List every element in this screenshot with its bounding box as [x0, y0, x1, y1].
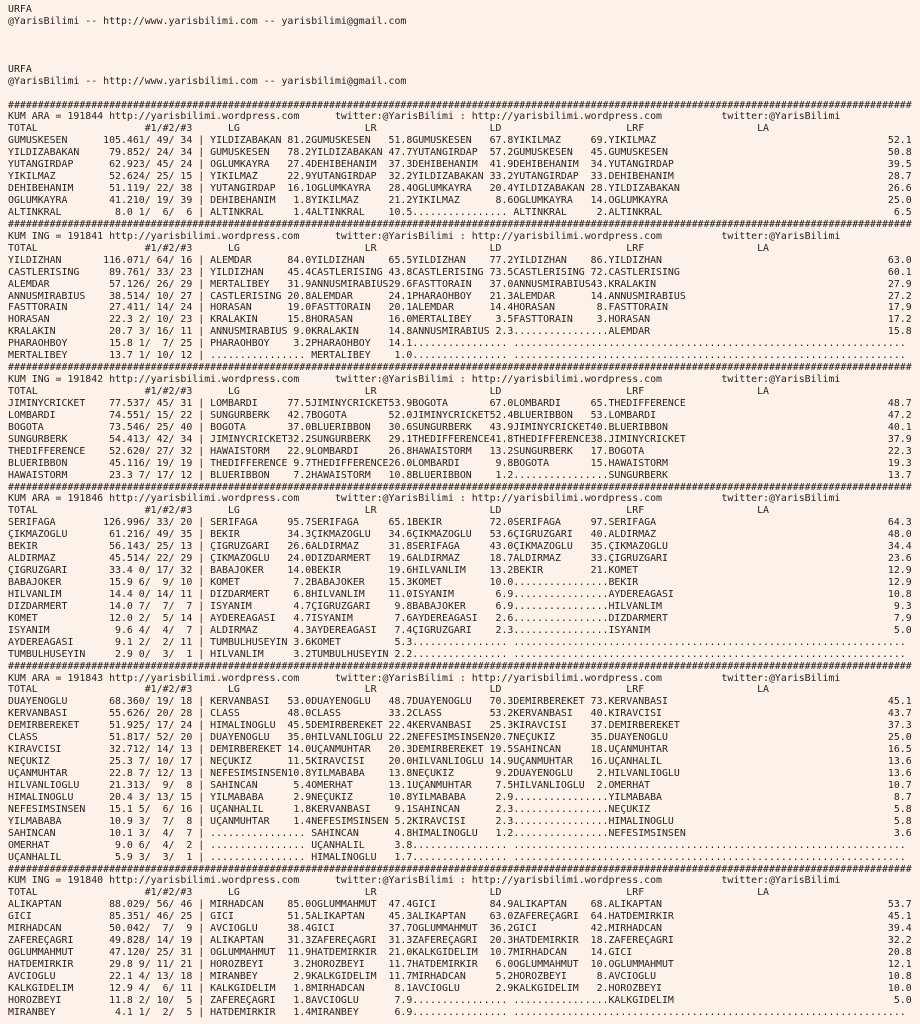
stat-row: LOMBARDI 74.551/ 15/ 22 | SUNGURBERK 42.7BOGOTA 52.0JIMINYCRICKET52.4BLUERIBBON 53.LOMBARDI 47.2 — [8, 409, 912, 421]
stat-row: DUAYENOGLU 68.360/ 19/ 18 | KERVANBASI 53.0DUAYENOGLU 48.7DUAYENOGLU 70.3DEMIRBEREKET 73.KERVANBASI 45.1 — [8, 696, 912, 708]
stat-row: UÇANMUHTAR 22.8 7/ 12/ 13 | NEFESIMSINSEN10.8YILMABABA 13.8NEÇUKIZ 9.2DUAYENOGLU 2.HILVANLIOGLU 13.6 — [8, 768, 912, 779]
blank-line — [8, 52, 920, 64]
stat-row: KRALAKIN 20.7 3/ 16/ 11 | ANNUSMIRABIUS 9.0KRALAKIN 14.8ANNUSMIRABIUS 2.3................ALEMDAR 15.8 — [8, 326, 912, 338]
stat-row: DIZDARMERT 14.0 7/ 7/ 7 | ISYANIM 4.7ÇIGRÜZGARI 9.8BABAJOKER 6.9................HILVANLIM 9.3 — [8, 600, 912, 612]
section-separator: ######################################################################################################################################################## — [8, 481, 912, 493]
stat-row: KIRAVCISI 32.712/ 14/ 13 | DEMIRBEREKET 14.0UÇANMUHTAR 20.3DEMIRBEREKET 19.5SAHINCAN 18.UÇANMUHTAR 16.5 — [8, 744, 912, 756]
race-sections — [8, 100, 920, 1019]
section-separator: ######################################################################################################################################################## — [8, 362, 912, 374]
stat-row: YILDIZHAN 116.071/ 64/ 16 | ALEMDAR 84.0YILDIZHAN 65.5YILDIZHAN 77.2YILDIZHAN 86.YILDIZHAN 63.0 — [8, 254, 912, 266]
stat-row: NEÇUKIZ 25.3 7/ 10/ 17 | NEÇUKIZ 11.5KIRAVCISI 20.0HILVANLIOGLU 14.9UÇANMUHTAR 16.UÇANHALIL 13.6 — [8, 756, 912, 768]
stat-row: BLUERIBBON 45.116/ 19/ 19 | THEDIFFERENCE 9.7THEDIFFERENCE26.0LOMBARDI 9.8BOGOTA 15.HAWAISTORM 19.3 — [8, 457, 912, 469]
stat-row: PHARAOHBOY 15.8 1/ 7/ 25 | PHARAOHBOY 3.2PHARAOHBOY 14.1................ .................................................................. — [8, 338, 912, 350]
stat-row: YIKILMAZ 52.624/ 25/ 15 | YIKILMAZ 22.9YUTANGIRDAP 32.2YILDIZABAKAN 33.2YUTANGIRDAP 33.DEHIBEHANIM 28.7 — [8, 171, 912, 183]
stat-row: ALEMDAR 57.126/ 26/ 29 | MERTALIBEY 31.9ANNUSMIRABIUS29.6FASTTORAIN 37.0ANNUSMIRABIUS43.KRALAKIN 27.9 — [8, 278, 912, 290]
stat-row: SERIFAGA 126.996/ 33/ 20 | SERIFAGA 95.7SERIFAGA 65.1BEKIR 72.0SERIFAGA 97.SERIFAGA 64.3 — [8, 517, 912, 529]
stat-row: ZAFEREÇAGRI 49.828/ 14/ 19 | ALIKAPTAN 31.3ZAFEREÇAGRI 31.3ZAFEREÇAGRI 20.3HATDEMIRKIR 18.ZAFEREÇAGRI 32.2 — [8, 935, 912, 947]
stat-row: MIRHADCAN 50.042/ 7/ 9 | AVCIOGLU 38.4GICI 37.7OGLUMMAHMUT 36.2GICI 42.MIRHADCAN 39.4 — [8, 923, 912, 935]
section-separator: ######################################################################################################################################################## — [8, 218, 912, 230]
stat-row: CLASS 51.817/ 52/ 20 | DUAYENOGLU 35.0HILVANLIOGLU 22.2NEFESIMSINSEN20.7NEÇUKIZ 35.DUAYENOGLU 25.0 — [8, 732, 912, 744]
stat-row: FASTTORAIN 27.411/ 14/ 24 | HORASAN 19.0FASTTORAIN 20.1ALEMDAR 14.4HORASAN 8.FASTTORAIN 17.9 — [8, 302, 912, 314]
stat-row: NEFESIMSINSEN 15.1 5/ 6/ 16 | UÇANHALIL 1.8KERVANBASI 9.1SAHINCAN 2.3................NEÇUKIZ 5.8 — [8, 803, 912, 815]
section-title-line: KUM ING = 191841 http://yarisbilimi.wordpress.com twitter:@YarisBilimi : http://yarisbilimi.wordpress.com twitter:@YarisBilimi — [8, 230, 912, 242]
section-title-line: KUM ING = 191840 http://yarisbilimi.wordpress.com twitter:@YarisBilimi : http://yarisbilimi.wordpress.com twitter:@YarisBilimi — [8, 875, 912, 887]
stat-row: GÜMÜSKESEN 105.461/ 49/ 34 | YILDIZABAKAN 81.2GÜMÜSKESEN 51.8GÜMÜSKESEN 67.8YIKILMAZ 69.YIKILMAZ 52.1 — [8, 135, 912, 147]
stat-row: AYDEREAGASI 9.1 2/ 2/ 11 | TUMBULHÜSEYIN 3.6KOMET 5.3................ .................................................................. — [8, 636, 912, 648]
stat-row: ALIKAPTAN 88.029/ 56/ 46 | MIRHADCAN 85.0OGLUMMAHMUT 47.4GICI 84.9ALIKAPTAN 68.ALIKAPTAN 53.7 — [8, 899, 912, 911]
stat-row: SUNGURBERK 54.413/ 42/ 34 | JIMINYCRICKET32.2SUNGURBERK 29.1THEDIFFERENCE41.8THEDIFFERENCE38.JIMINYCRICKET 37.9 — [8, 433, 912, 445]
stat-row: AVCIOGLU 22.1 4/ 13/ 18 | MIRANBEY 2.9KALKGIDELIM 11.7MIRHADCAN 5.2HOROZBEYI 8.AVCIOGLU 10.8 — [8, 970, 912, 982]
stat-row: DEHIBEHANIM 51.119/ 22/ 38 | YUTANGIRDAP 16.1OGLUMKAYRA 28.4OGLUMKAYRA 20.4YILDIZABAKAN 28.YILDIZABAKAN 26.6 — [8, 183, 912, 195]
stat-row: KERVANBASI 55.626/ 20/ 28 | CLASS 48.0CLASS 33.2CLASS 53.2KERVANBASI 40.KIRAVCISI 43.7 — [8, 708, 912, 720]
report-location: URFA — [8, 4, 32, 15]
stat-row: ÇIGRÜZGARI 33.4 0/ 17/ 32 | BABAJOKER 14.0BEKIR 19.6HILVANLIM 13.2BEKIR 21.KOMET 12.9 — [8, 565, 912, 577]
stat-row: HIMALINOGLU 20.4 3/ 13/ 15 | YILMABABA 2.9NEÇUKIZ 10.8YILMABABA 2.9................YILMABABA 8.7 — [8, 791, 912, 803]
stat-row: HATDEMIRKIR 29.8 9/ 11/ 21 | HOROZBEYI 3.2HOROZBEYI 11.7HATDEMIRKIR 6.0OGLUMMAHMUT 10.OGLUMMAHMUT 12.1 — [8, 959, 912, 970]
stat-row: YILMABABA 10.9 3/ 7/ 8 | UÇANMUHTAR 1.4NEFESIMSINSEN 5.2KIRAVCISI 2.3................HIMALINOGLU 5.8 — [8, 815, 912, 827]
section-separator: ######################################################################################################################################################## — [8, 660, 912, 672]
section-separator: ######################################################################################################################################################## — [8, 863, 912, 875]
stat-row: OGLUMKAYRA 41.210/ 19/ 39 | DEHIBEHANIM 1.8YIKILMAZ 21.2YIKILMAZ 8.6OGLUMKAYRA 14.OGLUMKAYRA 25.0 — [8, 195, 912, 206]
stat-row: BABAJOKER 15.9 6/ 9/ 10 | KOMET 7.2BABAJOKER 15.3KOMET 10.0................BEKIR 12.9 — [8, 577, 912, 588]
column-header-line: TOTAL #1/#2/#3 LG LR LD LRF LA — [8, 242, 912, 254]
section-separator: ######################################################################################################################################################## — [8, 99, 912, 111]
stat-row: HORASAN 22.3 2/ 10/ 23 | KRALAKIN 15.8HORASAN 16.0MERTALIBEY 3.5FASTTORAIN 3.HORASAN 17.2 — [8, 314, 912, 326]
blank-line — [8, 28, 920, 40]
column-header-line: TOTAL #1/#2/#3 LG LR LD LRF LA — [8, 123, 912, 135]
stat-row: OGLUMMAHMUT 47.120/ 25/ 31 | OGLUMMAHMUT 11.9HATDEMIRKIR 21.0KALKGIDELIM 10.7MIRHADCAN 14.GICI 20.8 — [8, 947, 912, 959]
column-header-line: TOTAL #1/#2/#3 LG LR LD LRF LA — [8, 386, 912, 397]
report-byline-repeat: @YarisBilimi -- http://www.yarisbilimi.com -- yarisbilimi@gmail.com — [8, 75, 407, 87]
stat-row: KALKGIDELIM 12.9 4/ 6/ 11 | KALKGIDELIM 1.8MIRHADCAN 8.1AVCIOGLU 2.9KALKGIDELIM 2.HOROZBEYI 10.0 — [8, 982, 912, 994]
stat-row: BOGOTA 73.546/ 25/ 40 | BOGOTA 37.0BLUERIBBON 30.6SUNGURBERK 43.9JIMINYCRICKET40.BLUERIBBON 40.1 — [8, 421, 912, 433]
stat-row: ANNUSMIRABIUS 38.514/ 10/ 27 | CASTLERISING 20.8ALEMDAR 24.1PHARAOHBOY 21.3ALEMDAR 14.ANNUSMIRABIUS 27.2 — [8, 290, 912, 302]
stat-row: DEMIRBEREKET 51.925/ 17/ 24 | HIMALINOGLU 45.5DEMIRBEREKET 22.4KERVANBASI 25.3KIRAVCISI 37.DEMIRBEREKET 37.3 — [8, 720, 912, 732]
stat-row: SAHINCAN 10.1 3/ 4/ 7 | ................ SAHINCAN 4.8HIMALINOGLU 1.2................NEFESIMSINSEN 3.6 — [8, 827, 912, 839]
stat-row: YUTANGIRDAP 62.923/ 45/ 24 | OGLUMKAYRA 27.4DEHIBEHANIM 37.3DEHIBEHANIM 41.9DEHIBEHANIM 34.YUTANGIRDAP 39.5 — [8, 159, 912, 171]
stat-row: YILDIZABAKAN 79.852/ 24/ 34 | GÜMÜSKESEN 78.2YILDIZABAKAN 47.7YUTANGIRDAP 57.2GÜMÜSKESEN 45.GÜMÜSKESEN 50.8 — [8, 147, 912, 159]
stat-row: TUMBULHÜSEYIN 2.9 0/ 3/ 1 | HILVANLIM 3.2TUMBULHÜSEYIN 2.2................ .................................................................. — [8, 648, 912, 660]
stat-row: MIRANBEY 4.1 1/ 2/ 5 | HATDEMIRKIR 1.4MIRANBEY 6.9................ .................................................................. — [8, 1006, 912, 1018]
report-location-repeat: URFA — [8, 63, 32, 75]
stat-row: HILVANLIOGLU 21.313/ 9/ 8 | SAHINCAN 5.4ÖMERHAT 13.1UÇANMUHTAR 7.5HILVANLIOGLU 2.ÖMERHAT 10.7 — [8, 779, 912, 791]
stat-row: CASTLERISING 89.761/ 33/ 23 | YILDIZHAN 45.4CASTLERISING 43.8CASTLERISING 73.5CASTLERISING 72.CASTLERISING 60.1 — [8, 266, 912, 278]
stat-row: JIMINYCRICKET 77.537/ 45/ 31 | LOMBARDI 77.5JIMINYCRICKET53.9BOGOTA 67.0LOMBARDI 65.THEDIFFERENCE 48.7 — [8, 397, 912, 409]
column-header-line: TOTAL #1/#2/#3 LG LR LD LRF LA — [8, 505, 912, 517]
blank-line — [8, 40, 920, 52]
blank-line — [8, 88, 920, 100]
stat-row: HAWAISTORM 23.3 7/ 17/ 12 | BLUERIBBON 7.2HAWAISTORM 10.8BLUERIBBON 1.2................SUNGURBERK 13.7 — [8, 469, 912, 481]
stat-row: UÇANHALIL 5.9 3/ 3/ 1 | ................ HIMALINOGLU 1.7................ .................................................................. — [8, 851, 912, 863]
stat-row: ALDIRMAZ 45.514/ 22/ 29 | ÇIKMAZOGLU 24.0DIZDARMERT 19.6ALDIRMAZ 18.7ALDIRMAZ 33.ÇIGRÜZGARI 23.6 — [8, 553, 912, 565]
section-title-line: KUM ARA = 191844 http://yarisbilimi.wordpress.com twitter:@YarisBilimi : http://yarisbilimi.wordpress.com twitter:@YarisBilimi — [8, 111, 912, 123]
stat-row: KOMET 12.0 2/ 5/ 14 | AYDEREAGASI 4.7ISYANIM 7.6AYDEREAGASI 2.6................DIZDARMERT 7.9 — [8, 612, 912, 624]
stat-row: BEKIR 56.143/ 25/ 13 | ÇIGRÜZGARI 26.6ALDIRMAZ 31.8SERIFAGA 43.0ÇIKMAZOGLU 35.ÇIKMAZOGLU 34.4 — [8, 541, 912, 553]
stat-row: ÖMERHAT 9.0 6/ 4/ 2 | ................ UÇANHALIL 3.8................ .................................................................. — [8, 839, 912, 851]
stat-row: ÇIKMAZOGLU 61.216/ 49/ 35 | BEKIR 34.3ÇIKMAZOGLU 34.6ÇIKMAZOGLU 53.6ÇIGRÜZGARI 40.ALDIRMAZ 48.0 — [8, 529, 912, 541]
report-byline: @YarisBilimi -- http://www.yarisbilimi.com -- yarisbilimi@gmail.com — [8, 15, 407, 27]
section-title-line: KUM ARA = 191846 http://yarisbilimi.wordpress.com twitter:@YarisBilimi : http://yarisbilimi.wordpress.com twitter:@YarisBilimi — [8, 493, 912, 505]
column-header-line: TOTAL #1/#2/#3 LG LR LD LRF LA — [8, 684, 912, 696]
column-header-line: TOTAL #1/#2/#3 LG LR LD LRF LA — [8, 887, 912, 899]
stat-row: THEDIFFERENCE 52.620/ 27/ 32 | HAWAISTORM 22.9LOMBARDI 26.8HAWAISTORM 13.2SUNGURBERK 17.BOGOTA 22.3 — [8, 445, 912, 457]
stat-row: ALTINKRAL 8.0 1/ 6/ 6 | ALTINKRAL 1.4ALTINKRAL 10.5................ ALTINKRAL 2.ALTINKRAL 6.5 — [8, 206, 912, 218]
stat-row: MERTALIBEY 13.7 1/ 10/ 12 | ................ MERTALIBEY 1.0................ .................................................................. — [8, 350, 912, 362]
stat-row: GICI 85.351/ 46/ 25 | GICI 51.5ALIKAPTAN 45.3ALIKAPTAN 63.0ZAFEREÇAGRI 64.HATDEMIRKIR 45.1 — [8, 911, 912, 923]
stat-row: HOROZBEYI 11.8 2/ 10/ 5 | ZAFEREÇAGRI 1.8AVCIOGLU 7.9................ ................KALKGIDELIM 5.0 — [8, 994, 912, 1006]
stat-row: HILVANLIM 14.4 0/ 14/ 11 | DIZDARMERT 6.8HILVANLIM 11.0ISYANIM 6.9................AYDEREAGASI 10.8 — [8, 588, 912, 600]
stat-row: ISYANIM 9.6 4/ 4/ 7 | ALDIRMAZ 4.3AYDEREAGASI 7.4ÇIGRÜZGARI 2.3................ISYANIM 5.0 — [8, 624, 912, 636]
section-title-line: KUM ING = 191842 http://yarisbilimi.wordpress.com twitter:@YarisBilimi : http://yarisbilimi.wordpress.com twitter:@YarisBilimi — [8, 374, 912, 386]
section-title-line: KUM ARA = 191843 http://yarisbilimi.wordpress.com twitter:@YarisBilimi : http://yarisbilimi.wordpress.com twitter:@YarisBilimi — [8, 672, 912, 684]
